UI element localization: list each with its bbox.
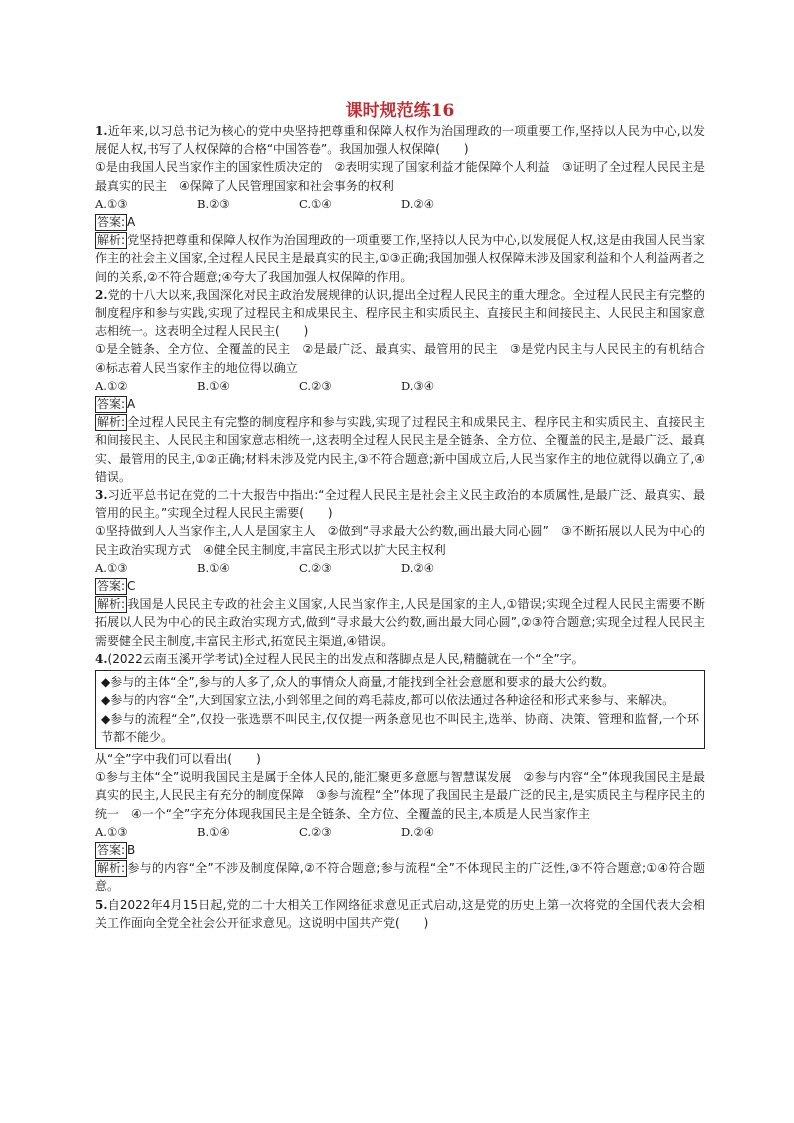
option-a: A.①③ <box>95 560 128 575</box>
option-a: A.①③ <box>95 824 128 839</box>
question-3-analysis <box>95 595 705 650</box>
question-4-stem <box>95 650 705 668</box>
analysis-label: 解析: <box>97 415 126 430</box>
option-b: B.①④ <box>197 560 230 575</box>
question-number: 1. <box>95 124 108 138</box>
question-3-answer <box>95 577 705 595</box>
option-a: A.①③ <box>95 196 128 211</box>
page-title: 课时规范练16 <box>345 101 455 121</box>
question-2-answer <box>95 395 705 413</box>
answer-label: 答案: <box>97 397 126 412</box>
question-2-statements: ①是全链条、全方位、全覆盖的民主 ②是最广泛、最真实、最管用的民主 ③是党内民主与人民民主的有机结合 ④标志着人民当家作主的地位得以确立 <box>95 342 718 375</box>
question-2-options <box>95 377 705 395</box>
question-3-statements: ①坚持做到人人当家作主,人人是国家主人 ②做到“寻求最大公约数,画出最大同心圆” ③不断拓展以人民为中心的民主政治实现方式 ④健全民主制度,丰富民主形式以扩大民主权利 <box>95 524 705 557</box>
analysis-label: 解析: <box>97 861 126 876</box>
option-c: C.②③ <box>299 378 332 393</box>
question-number: 3. <box>95 488 108 503</box>
question-1-statements: ①是由我国人民当家作主的国家性质决定的 ②表明实现了国家利益才能保障个人利益 ③证明了全过程人民民主是最真实的民主 ④保障了人民管理国家和社会事务的权利 <box>95 160 705 193</box>
question-1-options <box>95 195 705 213</box>
option-d: D.②④ <box>401 824 435 839</box>
question-4-analysis <box>95 859 705 895</box>
option-d: D.②④ <box>401 196 435 211</box>
question-3-options <box>95 559 705 577</box>
analysis-label: 解析: <box>97 233 126 248</box>
analysis-text: 党坚持把尊重和保障人权作为治国理政的一项重要工作,坚持以人民为中心,以发展促人权,这是由我国人民当家作主的社会主义国家,全过程人民民主是最真实的民主,①③正确;我国加强人权保障未涉及国家利益和个人利益两者之间的关系,②不符合题意;④夸大了我国加强人权保障的作用。 <box>95 233 705 284</box>
answer-value: A <box>127 215 136 230</box>
question-5-stem <box>95 896 705 932</box>
question-number: 5. <box>95 897 108 912</box>
question-text: (2022云南玉溪开学考试)全过程人民民主的出发点和落脚点是人民,精髓就在一个“全”字。 <box>107 651 584 666</box>
material-item: ◆参与的内容“全”,大到国家立法,小到邻里之间的鸡毛蒜皮,都可以依法通过各种途径和形式来参与、来解决。 <box>101 693 675 708</box>
question-2-stem <box>95 286 705 341</box>
question-1-analysis <box>95 231 705 286</box>
answer-value: B <box>127 842 136 857</box>
option-d: D.②④ <box>401 560 435 575</box>
question-text: 自2022年4月15日起,党的二十大相关工作网络征求意见正式启动,这是党的历史上第一次将党的全国代表大会相关工作面向全党全社会公开征求意见。这说明中国共产党( ) <box>95 897 705 930</box>
answer-value: C <box>127 579 136 594</box>
answer-label: 答案: <box>97 579 126 594</box>
option-b: B.①④ <box>197 824 230 839</box>
option-b: B.②③ <box>197 196 230 211</box>
analysis-text: 全过程人民民主有完整的制度程序和参与实践,实现了过程民主和成果民主、程序民主和实质民主、直接民主和间接民主、人民民主和国家意志相统一,这表明全过程人民民主是全链条、全方位、全覆盖的民主,是最广泛、最真实、最管用的民主,①②正确;材料未涉及党内民主,③不符合题意;新中国成立后,人民当家作主的地位就得以确立了,④错误。 <box>95 415 705 484</box>
analysis-text: 参与的内容“全”不涉及制度保障,②不符合题意;参与流程“全”不体现民主的广泛性,③不符合题意;①④符合题意。 <box>95 861 705 894</box>
material-item: ◆参与的流程“全”,仅投一张选票不叫民主,仅仅提一两条意见也不叫民主,选举、协商、决策、管理和监督,一个环节都不能少。 <box>101 711 699 744</box>
question-text: 习近平总书记在党的二十大报告中指出:“全过程人民民主是社会主义民主政治的本质属性,是最广泛、最真实、最管用的民主。”实现全过程人民民主需要( ) <box>95 488 705 521</box>
material-item: ◆参与的主体“全”,参与的人多了,众人的事情众人商量,才能找到全社会意愿和要求的最大公约数。 <box>101 675 615 690</box>
question-4-answer <box>95 841 705 859</box>
material-box <box>95 670 705 749</box>
analysis-label: 解析: <box>97 597 126 612</box>
question-number: 2. <box>95 287 108 302</box>
question-text: 党的十八大以来,我国深化对民主政治发展规律的认识,提出全过程人民民主的重大理念。全过程人民民主有完整的制度程序和参与实践,实现了过程民主和成果民主、程序民主和实质民主、直接民主和间接民主、人民民主和国家意志相统一。这表明全过程人民民主( ) <box>95 287 705 339</box>
question-4-stem-2: 从“全”字中我们可以看出( ) <box>95 751 261 766</box>
answer-label: 答案: <box>97 842 126 857</box>
question-1-answer <box>95 213 705 231</box>
question-text: 近年来,以习总书记为核心的党中央坚持把尊重和保障人权作为治国理政的一项重要工作,坚持以人民为中心,以发展促人权,书写了人权保障的合格“中国答卷”。我国加强人权保障( ) <box>95 124 705 157</box>
question-3-stem <box>95 486 705 522</box>
option-c: C.②③ <box>299 560 332 575</box>
question-4-options <box>95 823 705 841</box>
question-number: 4. <box>95 651 108 666</box>
option-c: C.①④ <box>299 196 332 211</box>
answer-label: 答案: <box>97 215 126 230</box>
option-d: D.③④ <box>401 378 435 393</box>
answer-value: A <box>127 397 136 412</box>
analysis-text: 我国是人民民主专政的社会主义国家,人民当家作主,人民是国家的主人,①错误;实现全过程人民民主需要不断拓展以人民为中心的民主政治实现方式,做到“寻求最大公约数,画出最大同心圆”,②③符合题意;实现全过程人民民主需要健全民主制度,丰富民主形式,拓宽民主渠道,④错误。 <box>95 597 705 648</box>
worksheet-page <box>95 100 718 932</box>
option-c: C.②③ <box>299 824 332 839</box>
option-b: B.①④ <box>197 378 230 393</box>
question-1-stem <box>95 122 705 158</box>
question-2-analysis <box>95 413 705 486</box>
option-a: A.①② <box>95 378 128 393</box>
question-4-statements: ①参与主体“全”说明我国民主是属于全体人民的,能汇聚更多意愿与智慧谋发展 ②参与内容“全”体现我国民主是最真实的民主,人民民主有充分的制度保障 ③参与流程“全”体现了我国民主是最广泛的民主,是实质民主与程序民主的统一 ④一个“全”字充分体现我国民主是全链条、全方位、全覆盖的民主,本质是人民当家作主 <box>95 770 705 821</box>
